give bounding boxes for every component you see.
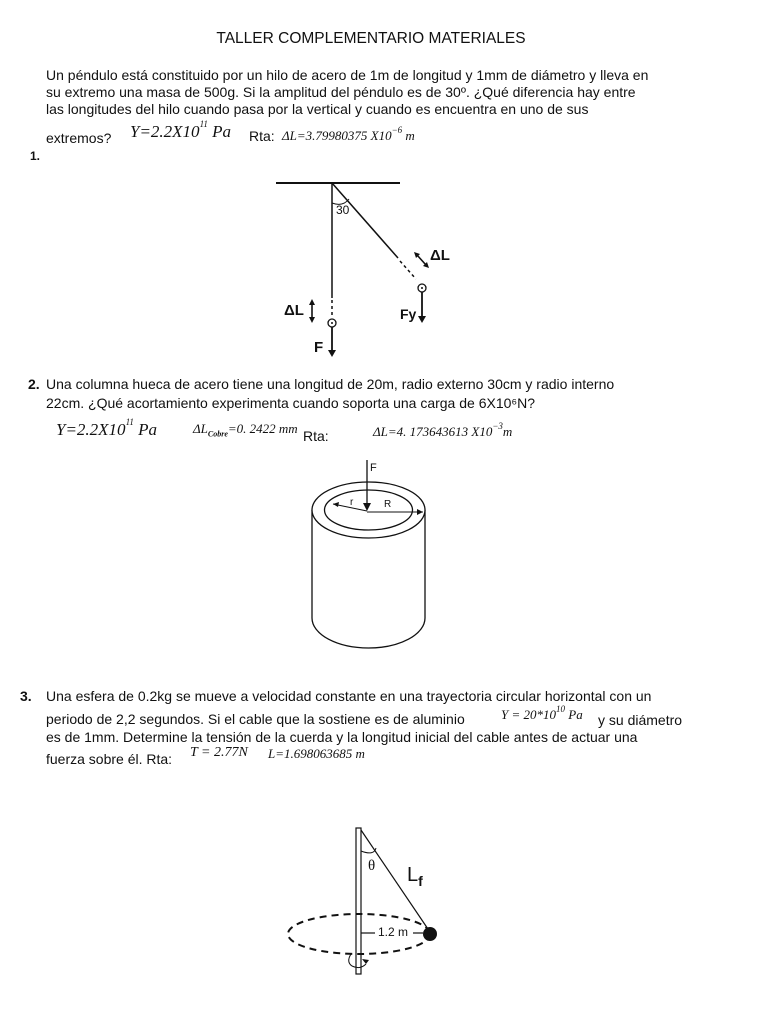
problem-3-line-3: es de 1mm. Determine la tensión de la cuerda y la longitud inicial del cable antes de actuar una bbox=[46, 729, 638, 745]
page-title: TALLER COMPLEMENTARIO MATERIALES bbox=[216, 30, 526, 47]
problem-3-young-modulus: $Y = 20*10^{10}$ Pa bbox=[501, 704, 583, 722]
pendulum-force-swing: Fy bbox=[400, 306, 417, 322]
problem-3-line-4: fuerza sobre él. Rta: bbox=[46, 751, 173, 767]
problem-2-number: 2. bbox=[28, 376, 40, 392]
problem-1-number: 1. bbox=[30, 149, 41, 163]
column-force-label: F bbox=[370, 462, 377, 474]
problem-3-line-2-end: y su diámetro bbox=[598, 712, 683, 728]
conical-radius-label: 1.2 m bbox=[378, 925, 409, 939]
pendulum-delta-l-left: ΔL bbox=[284, 302, 304, 319]
problem-1-line-4: extremos? bbox=[46, 130, 112, 146]
problem-2-cobre-value: $\Delta L_{Cobre}=0$. 2422 mm bbox=[193, 421, 298, 439]
problem-3-length: L=1.698063685 m bbox=[268, 746, 365, 761]
problem-2-rta-label: Rta: bbox=[303, 428, 329, 444]
problem-3-tension: T = 2.77N bbox=[190, 745, 248, 760]
column-outer-radius-label: R bbox=[384, 499, 392, 510]
problem-1-line-2: su extremo una masa de 500g. Si la amplitud del péndulo es de 30º. ¿Qué diferencia hay entre bbox=[46, 84, 636, 100]
problem-1-young-modulus: $Y=2.2X10^{11}$ Pa bbox=[130, 119, 232, 141]
problem-3-line-2: periodo de 2,2 segundos. Si el cable que la sostiene es de aluminio bbox=[46, 711, 465, 727]
problem-3-number: 3. bbox=[20, 688, 32, 704]
problem-2-line-1: Una columna hueca de acero tiene una longitud de 20m, radio externo 30cm y radio interno bbox=[46, 376, 615, 392]
pendulum-angle-label: 30 bbox=[336, 203, 350, 217]
pendulum-force-vertical: F bbox=[314, 339, 324, 356]
problem-1-rta-label: Rta: bbox=[249, 128, 275, 144]
problem-2-young-modulus: $Y=2.2X10^{11}$ Pa bbox=[56, 417, 158, 439]
conical-length-label: $L_f$ bbox=[407, 864, 423, 889]
pendulum-delta-l-right: ΔL bbox=[430, 247, 450, 264]
problem-1-answer: ΔL=3.79980375 $X10^{-6}$ m bbox=[282, 125, 415, 143]
problem-1-line-3: las longitudes del hilo cuando pasa por la vertical y cuando es encuentra en uno de sus bbox=[46, 101, 589, 117]
problem-2-line-2: 22cm. ¿Qué acortamiento experimenta cuando soporta una carga de 6X10⁶N? bbox=[46, 395, 536, 411]
problem-2-answer: ΔL=4. 173643613 $X10^{-3}m$ bbox=[373, 421, 513, 439]
problem-3-line-1: Una esfera de 0.2kg se mueve a velocidad constante en una trayectoria circular horizontal con un bbox=[46, 688, 652, 704]
column-inner-radius-label: r bbox=[350, 497, 354, 508]
conical-angle-label: θ bbox=[368, 858, 376, 874]
problem-1-line-1: Un péndulo está constituido por un hilo de acero de 1m de longitud y 1mm de diámetro y lleva en bbox=[46, 67, 649, 83]
